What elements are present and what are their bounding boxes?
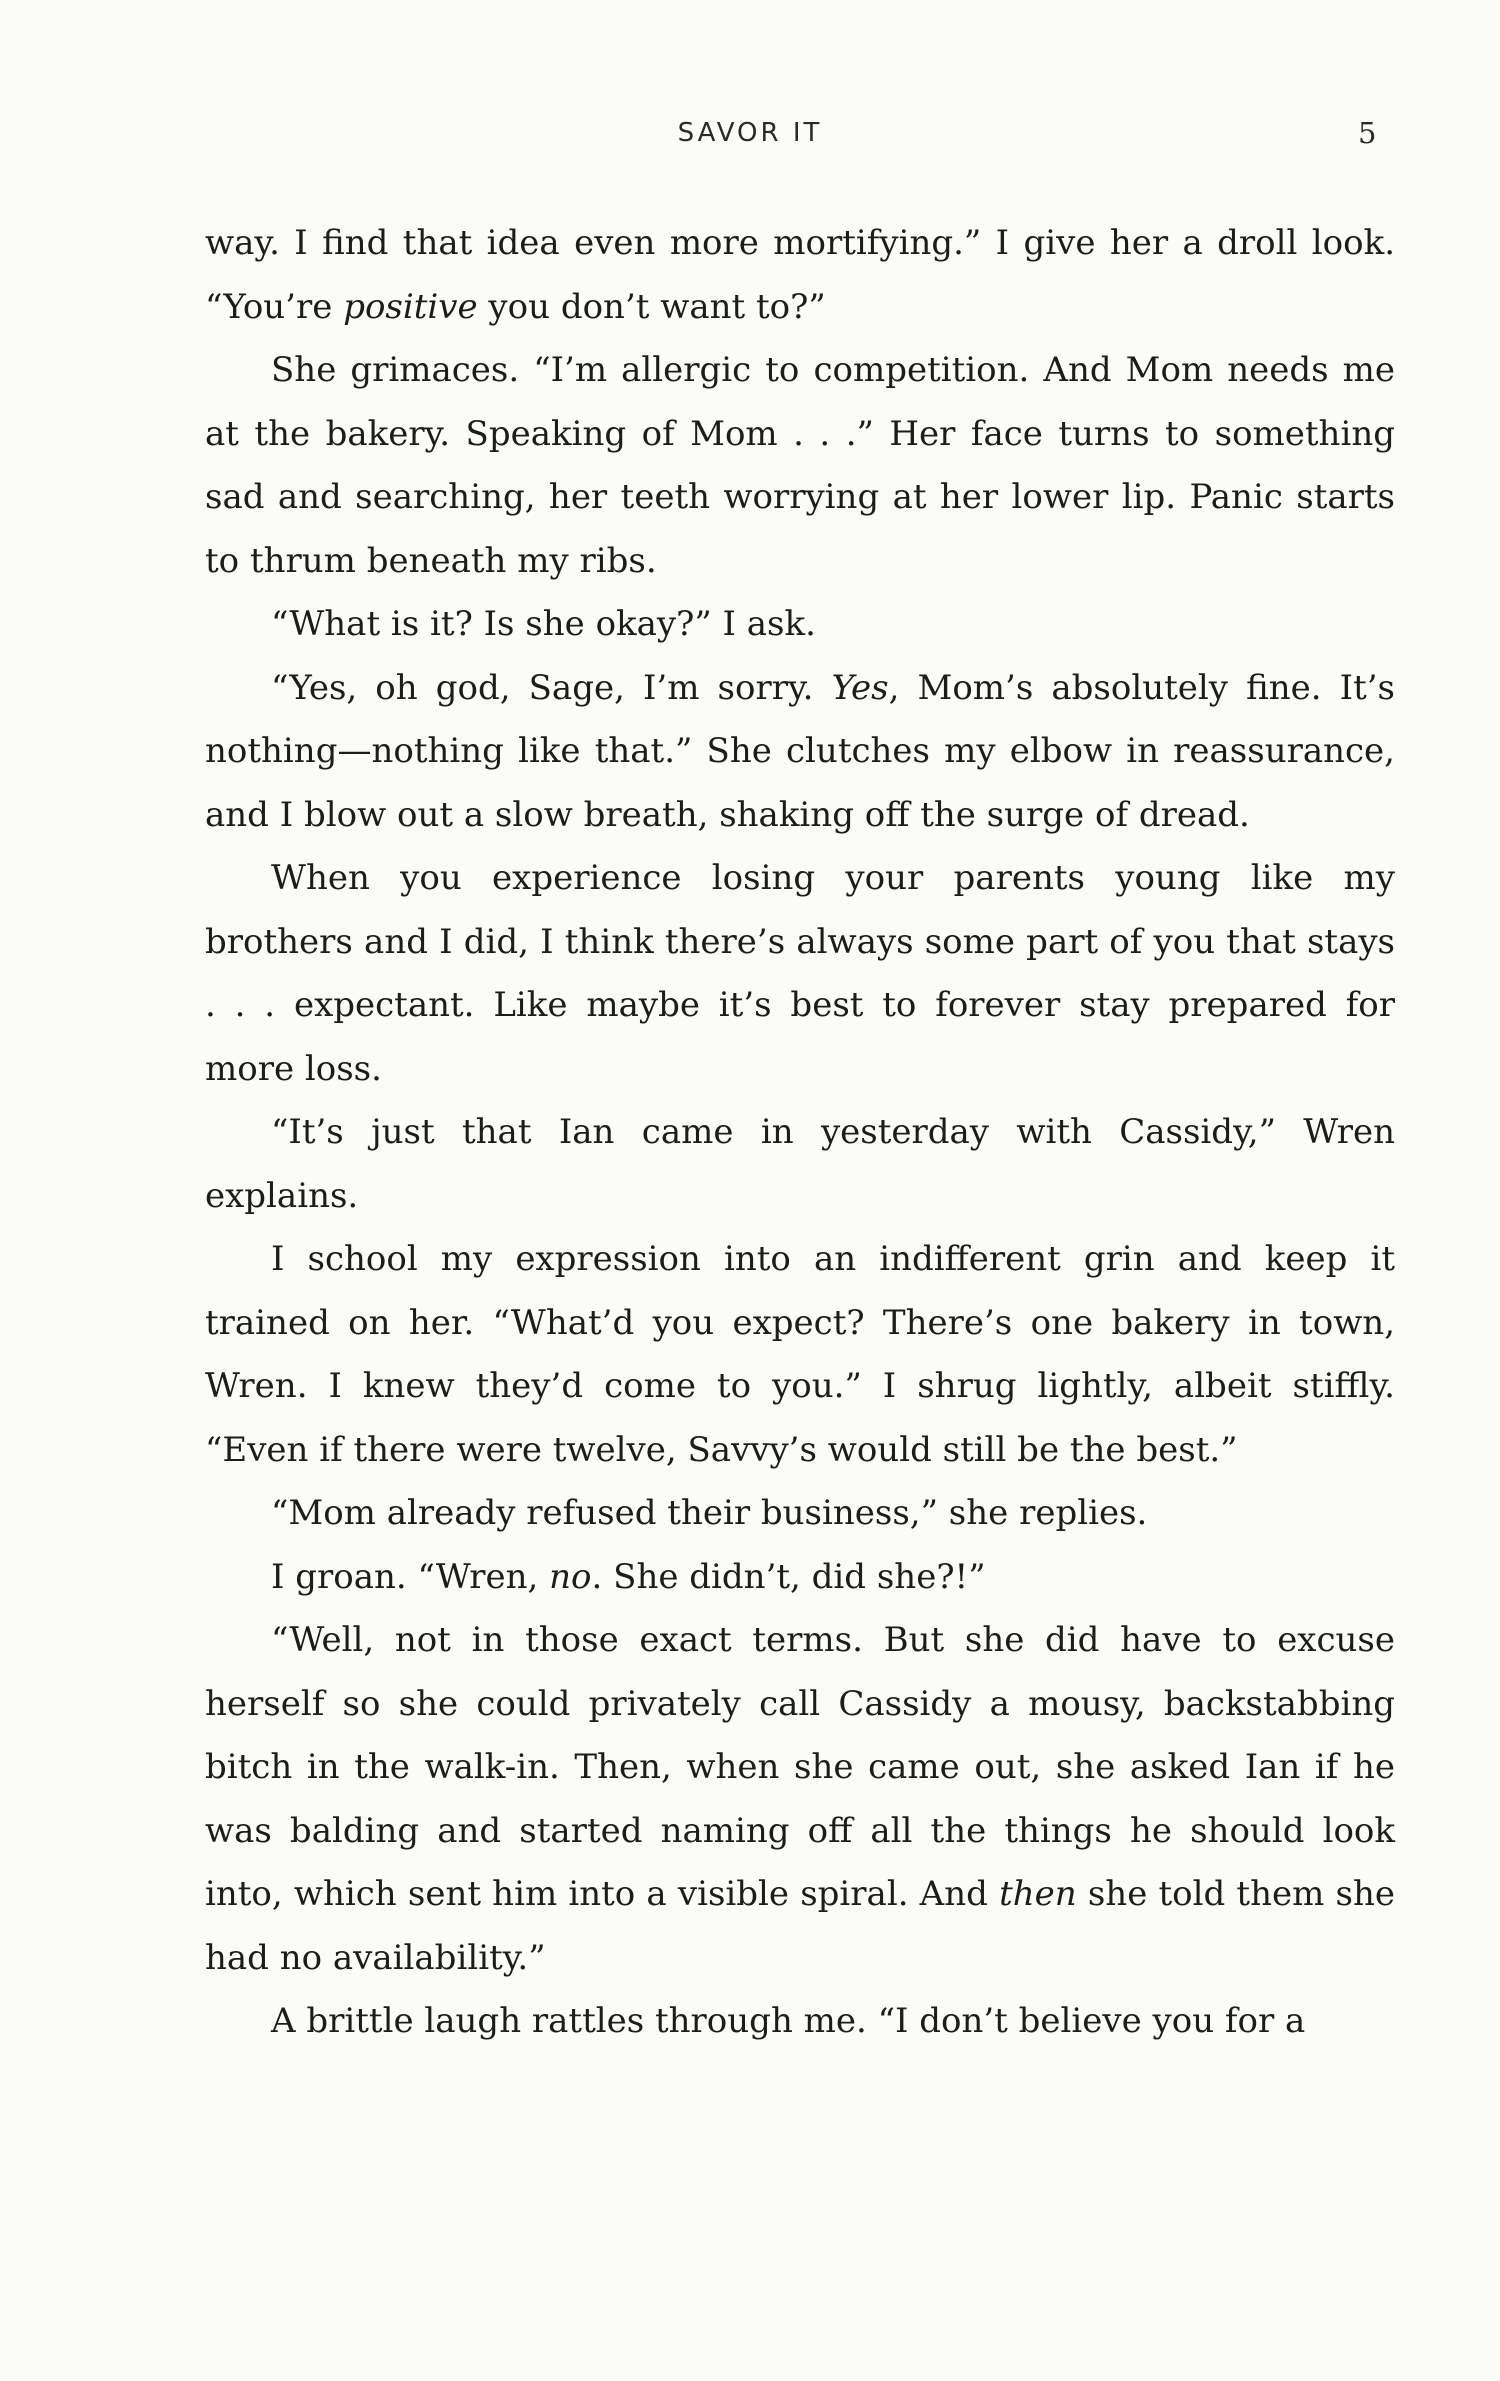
body-text: [205, 212, 1395, 2054]
paragraph: [205, 1990, 1395, 2054]
text-run: , Mom’s absolutely fine. It’s nothing—nothing like that.” She clutches my elbow in reassurance, and I blow out a slow breath, shaking off the surge of dread.: [205, 667, 1396, 835]
text-run: “Mom already refused their business,” she replies.: [271, 1493, 1148, 1533]
text-run: way. I find that idea even more mortifying.” I give her a droll look. “You’re: [205, 223, 1395, 327]
text-run: . She didn’t, did she?!”: [591, 1556, 986, 1597]
text-run: I groan. “Wren,: [271, 1556, 550, 1597]
paragraph: [205, 339, 1395, 593]
running-head-title: SAVOR IT: [677, 118, 823, 148]
text-run: A brittle laugh rattles through me. “I don’t believe you for a: [271, 2001, 1306, 2041]
text-run: she told them she had no availability.”: [205, 1874, 1395, 1978]
paragraph: [205, 1482, 1395, 1546]
italic-text: then: [999, 1874, 1077, 1914]
paragraph: [205, 847, 1395, 1101]
italic-text: positive: [343, 286, 478, 327]
paragraph: [205, 1101, 1395, 1228]
text-run: “It’s just that Ian came in yesterday with Cassidy,” Wren explains.: [205, 1112, 1395, 1216]
text-run: “Well, not in those exact terms. But she did have to excuse herself so she could privately call Cassidy a mousy, backstabbing bitch in the walk-in. Then, when she came out, she asked Ian if he was balding and started naming off all the things he should look into, which sent him into a visible spiral. And: [205, 1620, 1395, 1914]
paragraph: [205, 1546, 1395, 1610]
text-run: When you experience losing your parents young like my brothers and I did, I think there’s always some part of you that stays . . . expectant. Like maybe it’s best to forever stay prepared for more loss.: [205, 858, 1395, 1089]
paragraph: [205, 212, 1395, 339]
italic-text: Yes: [831, 667, 889, 708]
text-run: I school my expression into an indifferent grin and keep it trained on her. “What’d you expect? There’s one bakery in town, Wren. I knew they’d come to you.” I shrug lightly, albeit stiffly. “Even if there were twelve, Savvy’s would still be the best.”: [205, 1239, 1395, 1470]
text-run: “What is it? Is she okay?” I ask.: [271, 604, 816, 644]
paragraph: [205, 593, 1395, 657]
italic-text: no: [549, 1556, 592, 1597]
paragraph: [205, 1609, 1395, 1990]
paragraph: [205, 657, 1395, 848]
paragraph: [205, 1228, 1395, 1482]
text-run: “Yes, oh god, Sage, I’m sorry.: [271, 667, 832, 708]
page-number: 5: [1358, 116, 1377, 150]
text-run: you don’t want to?”: [477, 286, 826, 327]
text-run: She grimaces. “I’m allergic to competition. And Mom needs me at the bakery. Speaking of Mom . . .” Her face turns to something sad and searching, her teeth worrying at her lower lip. Panic starts to thrum beneath my ribs.: [205, 350, 1395, 581]
